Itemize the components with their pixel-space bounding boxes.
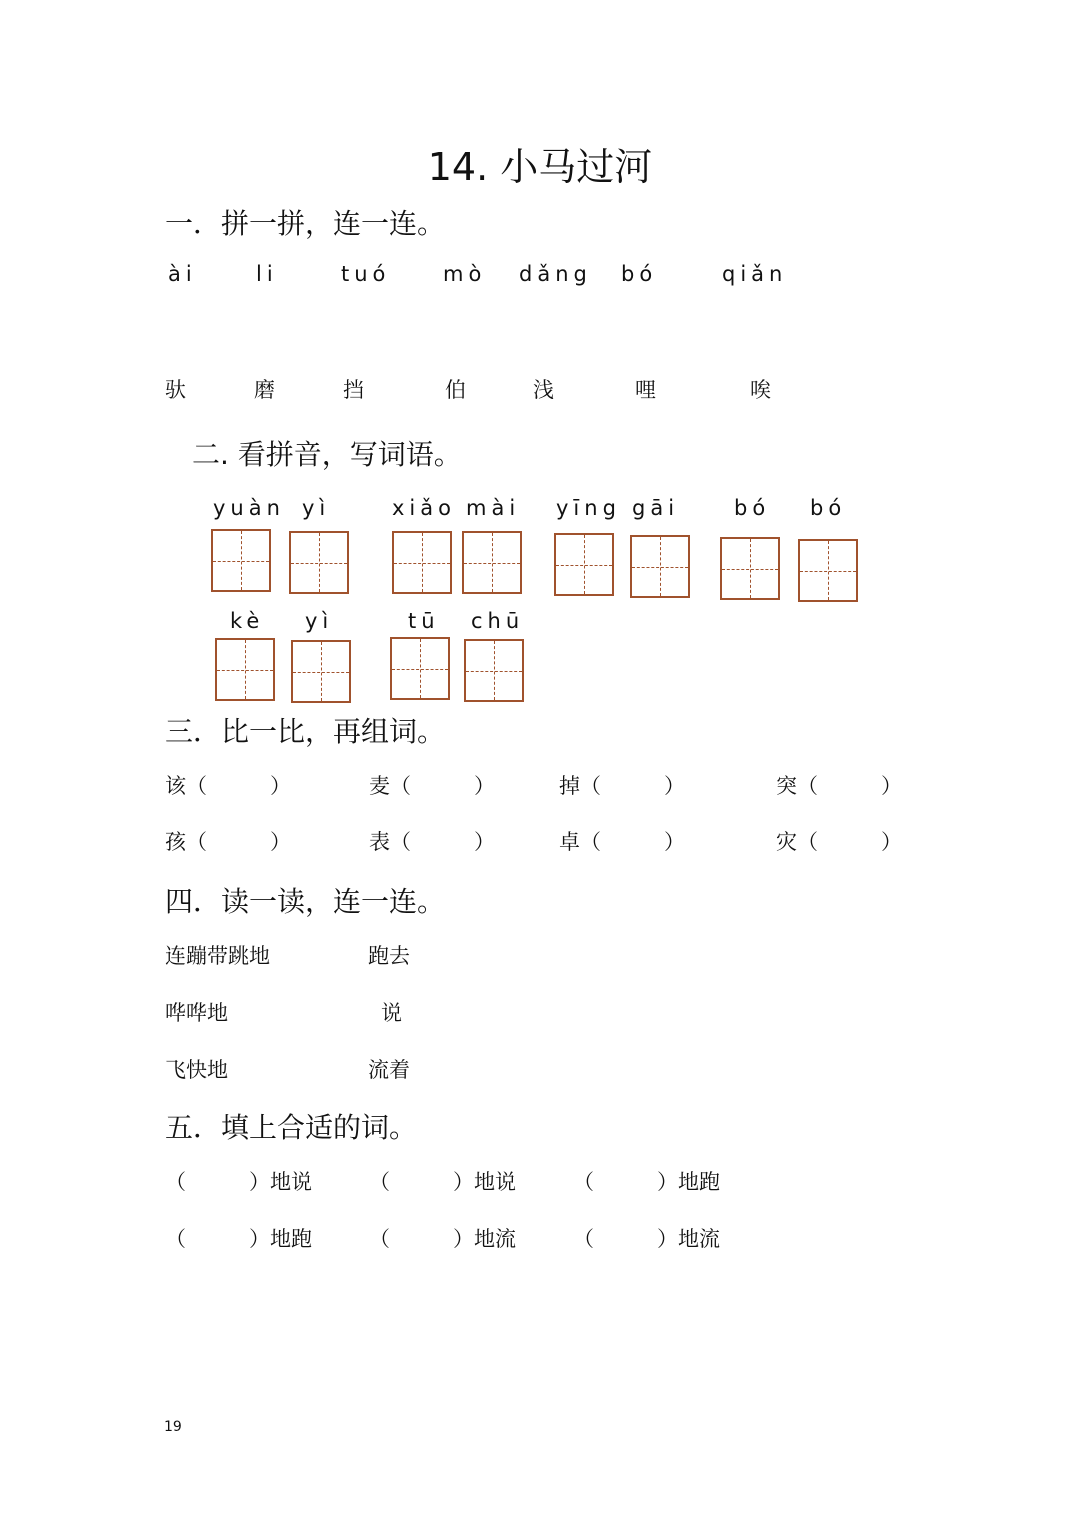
writing-grid-box[interactable] [462, 531, 522, 594]
pinyin-syllable: yuàn [213, 496, 285, 520]
pinyin-syllable: kè [230, 609, 265, 633]
fill-item: （ ）地说 [165, 1170, 312, 1194]
compare-item: 表（ ） [369, 830, 495, 854]
pinyin-item: qiǎn [722, 262, 788, 286]
compare-item: 突（ ） [776, 774, 902, 798]
writing-grid-box[interactable] [630, 535, 690, 598]
pinyin-syllable: xiǎo [392, 496, 456, 520]
pinyin-item: li [256, 262, 278, 286]
page-title: 14. 小马过河 [427, 145, 653, 189]
writing-grid-box[interactable] [211, 529, 271, 592]
char-item: 哩 [635, 378, 656, 402]
match-left-item: 连蹦带跳地 [165, 944, 270, 968]
pinyin-syllable: mài [466, 496, 521, 520]
char-item: 挡 [343, 378, 364, 402]
fill-item: （ ）地流 [573, 1227, 720, 1251]
match-left-item: 哗哗地 [165, 1001, 228, 1025]
pinyin-syllable: gāi [632, 496, 680, 520]
match-right-item: 流着 [368, 1058, 410, 1082]
pinyin-item: dǎng [519, 262, 592, 286]
writing-grid-box[interactable] [215, 638, 275, 701]
writing-grid-box[interactable] [720, 537, 780, 600]
section-4-heading: 四．读一读，连一连。 [165, 885, 446, 918]
compare-item: 掉（ ） [559, 774, 685, 798]
char-item: 唉 [750, 378, 771, 402]
char-item: 浅 [533, 378, 554, 402]
char-item: 磨 [254, 378, 275, 402]
char-item: 驮 [165, 378, 186, 402]
char-item: 伯 [445, 378, 466, 402]
section-1-heading: 一．拼一拼，连一连。 [165, 207, 446, 240]
pinyin-item: bó [621, 262, 658, 286]
compare-item: 孩（ ） [165, 830, 291, 854]
writing-grid-box[interactable] [464, 639, 524, 702]
fill-item: （ ）地跑 [165, 1227, 312, 1251]
pinyin-item: tuó [341, 262, 391, 286]
fill-item: （ ）地跑 [573, 1170, 720, 1194]
pinyin-syllable: tū [408, 609, 440, 633]
writing-grid-box[interactable] [289, 531, 349, 594]
pinyin-item: ài [168, 262, 197, 286]
pinyin-syllable: bó [810, 496, 847, 520]
pinyin-syllable: yīng [556, 496, 621, 520]
section-2-heading: 二. 看拼音，写词语。 [192, 438, 462, 471]
writing-grid-box[interactable] [392, 531, 452, 594]
pinyin-syllable: bó [734, 496, 771, 520]
writing-grid-box[interactable] [291, 640, 351, 703]
pinyin-item: mò [443, 262, 487, 286]
writing-grid-box[interactable] [798, 539, 858, 602]
match-left-item: 飞快地 [165, 1058, 228, 1082]
match-right-item: 说 [381, 1001, 402, 1025]
fill-item: （ ）地流 [369, 1227, 516, 1251]
fill-item: （ ）地说 [369, 1170, 516, 1194]
match-right-item: 跑去 [368, 944, 410, 968]
pinyin-syllable: yì [305, 609, 334, 633]
compare-item: 卓（ ） [559, 830, 685, 854]
page-number: 19 [164, 1419, 182, 1435]
compare-item: 麦（ ） [369, 774, 495, 798]
pinyin-syllable: chū [471, 609, 525, 633]
pinyin-syllable: yì [302, 496, 331, 520]
writing-grid-box[interactable] [390, 637, 450, 700]
writing-grid-box[interactable] [554, 533, 614, 596]
section-5-heading: 五．填上合适的词。 [165, 1111, 418, 1144]
compare-item: 该（ ） [165, 774, 291, 798]
section-3-heading: 三．比一比，再组词。 [165, 715, 446, 748]
compare-item: 灾（ ） [776, 830, 902, 854]
